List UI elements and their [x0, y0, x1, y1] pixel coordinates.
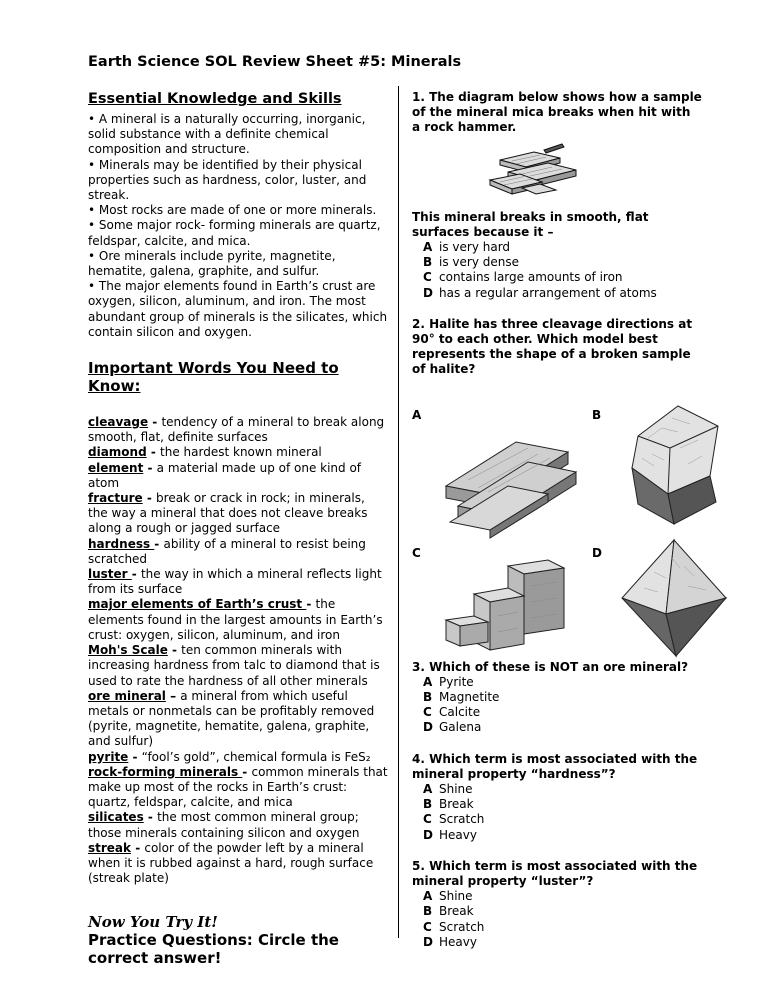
glossary-def: break or crack in rock; in minerals, the way a mineral that does not cleave breaks along a rough or jagged surface	[88, 491, 368, 536]
glossary-entry: rock-forming minerals - common minerals that make up most of the rocks in Earth’s crust: quartz, feldspar, calcite, and mica	[88, 764, 388, 810]
glossary-def: color of the powder left by a mineral when it is rubbed against a hard, rough surface (streak plate)	[88, 840, 374, 886]
words-heading: Important Words You Need to Know:	[88, 359, 339, 396]
essential-heading: Essential Knowledge and Skills	[88, 91, 342, 107]
glossary-term: ore mineral	[88, 688, 166, 703]
glossary-def: ability of a mineral to resist being scratched	[88, 536, 366, 566]
glossary-def: a mineral from which useful metals or nonmetals can be profitably removed (pyrite, magnetite, hematite, galena, graphite, and sulfur)	[88, 688, 375, 749]
glossary-term: hardness	[88, 536, 155, 551]
answer-option[interactable]: B Magnetite	[423, 690, 500, 705]
answer-option[interactable]: D Heavy	[423, 934, 477, 949]
model-label-d[interactable]: D	[592, 545, 602, 560]
glossary-def: the elements found in the largest amounts in Earth’s crust: oxygen, silicon, aluminum, and iron	[88, 597, 383, 642]
glossary-entry: ore mineral – a mineral from which useful metals or nonmetals can be profitably removed (pyrite, magnetite, hematite, galena, graphite, and sulfur)	[88, 688, 375, 749]
now-you-try-heading: Now You Try It!	[88, 913, 218, 932]
answer-option[interactable]: A is very hard	[423, 240, 511, 255]
left-column	[88, 90, 388, 967]
essential-bullet: • The major elements found in Earth’s crust are oxygen, silicon, aluminum, and iron. The most abundant group of minerals is the silicates, which contain silicon and oxygen.	[88, 279, 388, 340]
glossary-term: Moh's Scale	[88, 643, 168, 658]
essential-bullet: • Some major rock- forming minerals are quartz, feldspar, calcite, and mica.	[88, 218, 388, 248]
essential-bullet: • Most rocks are made of one or more minerals.	[88, 203, 388, 218]
glossary-def: the most common mineral group; those minerals containing silicon and oxygen	[88, 810, 360, 840]
answer-option[interactable]: B is very dense	[423, 255, 519, 270]
glossary-term: luster	[88, 567, 132, 582]
answer-option[interactable]: D Galena	[423, 720, 482, 735]
essential-bullet: • A mineral is a naturally occurring, inorganic, solid substance with a definite chemical composition and structure.	[88, 112, 388, 158]
glossary-term: fracture	[88, 491, 143, 506]
glossary-def: common minerals that make up most of the rocks in Earth’s crust: quartz, feldspar, calcite, and mica	[88, 764, 388, 810]
glossary-entry: fracture - break or crack in rock; in minerals, the way a mineral that does not cleave breaks along a rough or jagged surface	[88, 491, 368, 536]
glossary-entry: silicates - the most common mineral group; those minerals containing silicon and oxygen	[88, 810, 360, 840]
column-divider	[398, 86, 399, 938]
mica-figure	[412, 136, 702, 210]
practice-heading: Practice Questions: Circle the correct answer!	[88, 931, 339, 968]
glossary-def: “fool’s gold”, chemical formula is FeS₂	[141, 749, 371, 764]
answer-option[interactable]: C contains large amounts of iron	[423, 270, 623, 285]
glossary-def: the hardest known mineral	[160, 445, 322, 460]
glossary-def: ten common minerals with increasing hardness from talc to diamond that is used to rate the hardness of all other minerals	[88, 643, 380, 688]
question-3-stem: 3. Which of these is NOT an ore mineral?	[412, 659, 689, 674]
model-c-cubes	[438, 556, 588, 656]
glossary-entry: major elements of Earth’s crust - the elements found in the largest amounts in Earth’s crust: oxygen, silicon, aluminum, and iron	[88, 597, 383, 642]
glossary-entry: hardness - ability of a mineral to resist being scratched	[88, 536, 366, 566]
glossary-def: tendency of a mineral to break along smooth, flat, definite surfaces	[88, 415, 385, 445]
question-5-stem: 5. Which term is most associated with the mineral property “luster”?	[412, 858, 698, 889]
glossary-def: a material made up of one kind of atom	[88, 460, 362, 490]
essential-bullet: • Minerals may be identified by their physical properties such as hardness, color, luster, and streak.	[88, 158, 388, 204]
glossary-term: cleavage	[88, 415, 149, 430]
glossary-term: element	[88, 460, 144, 475]
glossary-term: streak	[88, 840, 132, 855]
answer-option[interactable]: C Calcite	[423, 705, 481, 720]
glossary-term: major elements of Earth’s crust	[88, 597, 307, 612]
glossary-entry: element - a material made up of one kind of atom	[88, 460, 362, 490]
glossary-term: pyrite	[88, 749, 129, 764]
question-4-stem: 4. Which term is most associated with the mineral property “hardness”?	[412, 751, 698, 781]
glossary-term: rock-forming minerals	[88, 764, 243, 779]
glossary	[88, 415, 388, 886]
question-1-stem: 1. The diagram below shows how a sample of the mineral mica breaks when hit with a rock hammer.	[412, 90, 702, 135]
glossary-entry: luster - the way in which a mineral reflects light from its surface	[88, 567, 382, 597]
mica-sheets-illustration	[412, 136, 702, 210]
model-d-octahedron	[614, 536, 734, 660]
glossary-entry: streak - color of the powder left by a mineral when it is rubbed against a hard, rough surface (streak plate)	[88, 840, 374, 886]
model-a-sheets	[438, 436, 588, 540]
model-label-a[interactable]: A	[412, 407, 422, 422]
halite-models-figure	[412, 378, 702, 660]
model-label-c[interactable]: C	[412, 545, 421, 560]
answer-option[interactable]: A Pyrite	[423, 674, 474, 689]
glossary-term: diamond	[88, 445, 147, 460]
glossary-term: silicates	[88, 810, 144, 825]
model-label-b[interactable]: B	[592, 407, 602, 422]
answer-option[interactable]: C Scratch	[423, 812, 485, 827]
essential-bullet: • Ore minerals include pyrite, magnetite, hematite, galena, graphite, and sulfur.	[88, 249, 388, 279]
answer-option[interactable]: D has a regular arrangement of atoms	[423, 285, 657, 300]
glossary-def: the way in which a mineral reflects light from its surface	[88, 567, 382, 597]
answer-option[interactable]: B Break	[423, 797, 474, 812]
answer-option[interactable]: B Break	[423, 904, 474, 919]
answer-option[interactable]: A Shine	[423, 782, 473, 797]
question-2-stem: 2. Halite has three cleavage directions at 90° to each other. Which model best represents the shape of a broken sample of halite?	[412, 316, 693, 377]
right-column	[412, 90, 702, 950]
glossary-entry: pyrite - “fool’s gold”, chemical formula is FeS₂	[88, 749, 371, 764]
glossary-entry: cleavage - tendency of a mineral to break along smooth, flat, definite surfaces	[88, 415, 385, 445]
question-1-stem-2: This mineral breaks in smooth, flat surfaces because it –	[412, 209, 649, 239]
page-title: Earth Science SOL Review Sheet #5: Minerals	[88, 54, 462, 70]
answer-option[interactable]: A Shine	[423, 889, 473, 904]
glossary-entry: diamond - the hardest known mineral	[88, 445, 322, 460]
model-b-dodecahedron	[618, 398, 728, 528]
answer-option[interactable]: D Heavy	[423, 827, 477, 842]
glossary-entry: Moh's Scale - ten common minerals with increasing hardness from talc to diamond that is used to rate the hardness of all other minerals	[88, 643, 380, 688]
answer-option[interactable]: C Scratch	[423, 919, 485, 934]
